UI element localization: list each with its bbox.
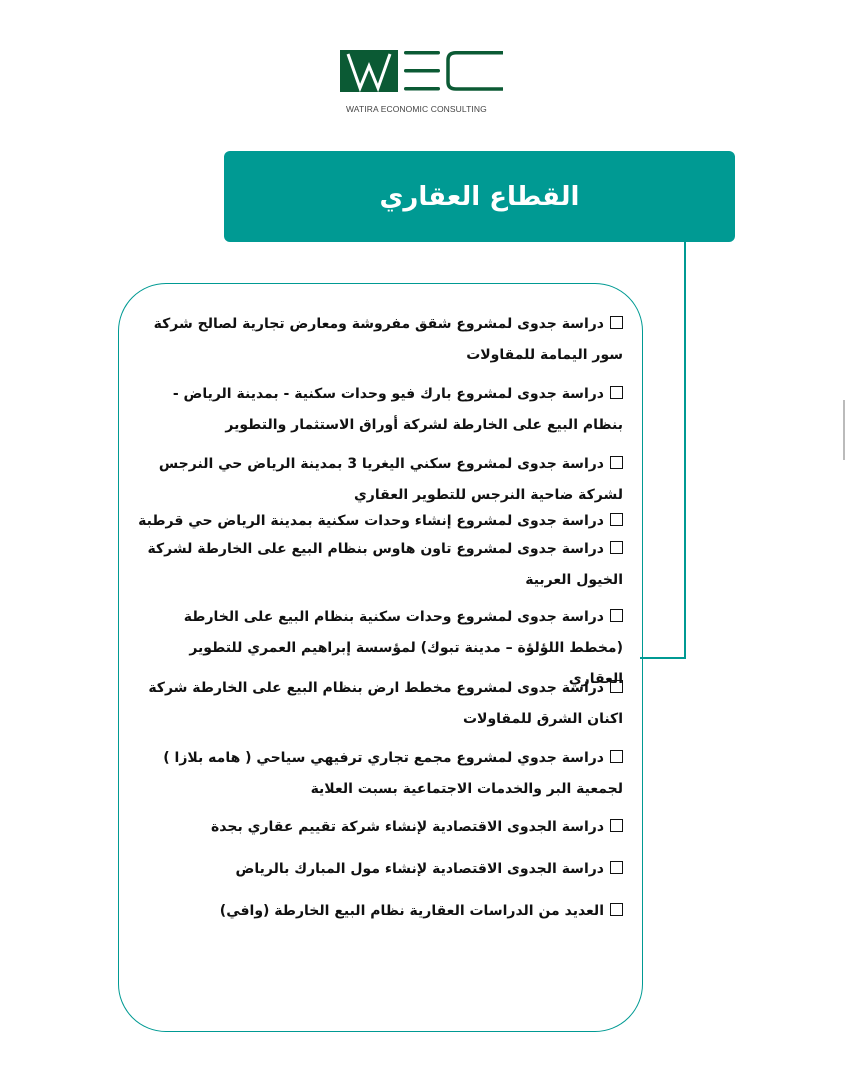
section-title: القطاع العقاري	[379, 181, 580, 212]
checkbox-icon	[610, 750, 623, 763]
item-text: دراسة جدوى لمشروع وحدات سكنية بنظام البيع على الخارطة (مخطط اللؤلؤة – مدينة تبوك) لمؤسسة إبراهيم العمري للتطوير العقاري	[183, 609, 623, 687]
item-text: دراسة جدوى لمشروع مخطط ارض بنظام البيع على الخارطة شركة اكنان الشرق للمقاولات	[148, 680, 623, 727]
connector-line	[640, 657, 686, 659]
list-item	[133, 854, 623, 885]
item-text: دراسة جدوى لمشروع إنشاء وحدات سكنية بمدينة الرياض حي قرطبة	[138, 513, 604, 529]
item-text: دراسة جدوي لمشروع مجمع تجاري ترفيهي سياحي ( هامه بلازا ) لجمعية البر والخدمات الاجتماعية بسبت العلاية	[163, 750, 623, 797]
checkbox-icon	[610, 903, 623, 916]
checkbox-icon	[610, 819, 623, 832]
checkbox-icon	[610, 541, 623, 554]
list-item	[133, 379, 623, 441]
section-header	[224, 151, 735, 242]
item-text: دراسة جدوى لمشروع سكني اليغريا 3 بمدينة الرياض حي النرجس لشركة ضاحية النرجس للتطوير العقاري	[158, 456, 623, 503]
logo-subtitle: WATIRA ECONOMIC CONSULTING	[346, 104, 487, 114]
checkbox-icon	[610, 680, 623, 693]
checkbox-icon	[610, 316, 623, 329]
item-text: دراسة جدوى لمشروع شقق مفروشة ومعارض تجارية لصالح شركة سور اليمامة للمقاولات	[153, 316, 623, 363]
list-item	[133, 309, 623, 371]
connector-line	[684, 242, 686, 658]
list-item	[133, 534, 623, 596]
checkbox-icon	[610, 513, 623, 526]
checkbox-icon	[610, 456, 623, 469]
checkbox-icon	[610, 386, 623, 399]
list-item	[133, 449, 623, 511]
list-item	[133, 506, 623, 537]
item-text: العديد من الدراسات العقارية نظام البيع الخارطة (وافي)	[219, 903, 604, 919]
list-item	[133, 896, 623, 927]
list-item	[133, 743, 623, 805]
item-text: دراسة الجدوى الاقتصادية لإنشاء شركة تقييم عقاري بجدة	[211, 819, 604, 835]
checkbox-icon	[610, 609, 623, 622]
item-text: دراسة جدوى لمشروع بارك فيو وحدات سكنية - بمدينة الرياض - بنظام البيع على الخارطة لشركة أوراق الاستثمار والتطوير	[172, 386, 623, 433]
item-text: دراسة جدوى لمشروع تاون هاوس بنظام البيع على الخارطة لشركة الخيول العربية	[147, 541, 623, 588]
list-item	[133, 673, 623, 735]
list-item	[133, 812, 623, 843]
checkbox-icon	[610, 861, 623, 874]
item-text: دراسة الجدوى الاقتصادية لإنشاء مول المبارك بالرياض	[235, 861, 604, 877]
